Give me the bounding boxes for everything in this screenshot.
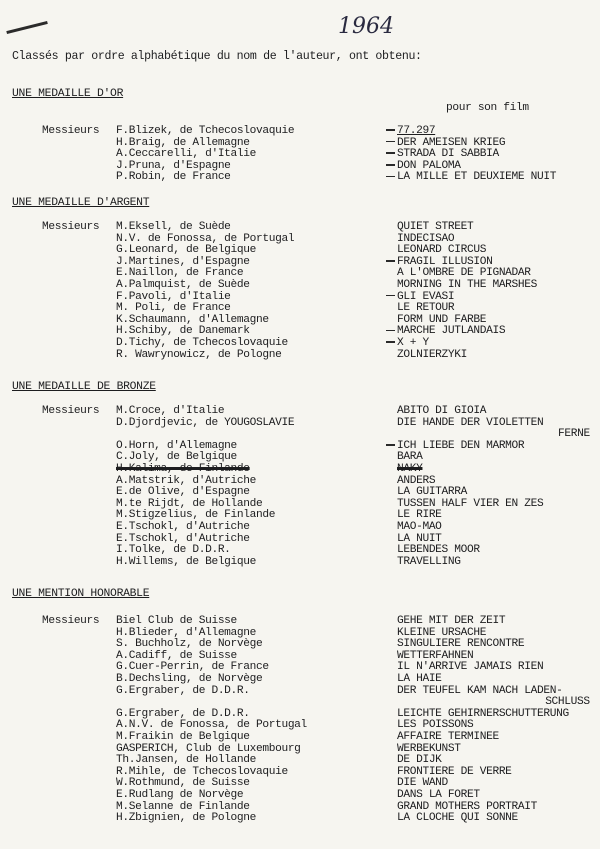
author-entry: K.Schaumann, d'Allemagne <box>116 313 269 326</box>
messieurs-label: Messieurs <box>42 221 100 233</box>
film-title <box>386 685 562 697</box>
film-title <box>386 221 473 233</box>
author-entry: F.Pavoli, d'Italie <box>116 290 231 303</box>
intro-line: Classés par ordre alphabétique du nom de l'auteur, ont obtenu: <box>12 50 422 63</box>
film-title <box>386 708 569 720</box>
film-title <box>386 349 467 361</box>
film-title-text: 77.297 <box>397 125 436 137</box>
film-title-text: ABITO DI GIOIA <box>397 405 487 417</box>
messieurs-label: Messieurs <box>42 405 100 417</box>
film-title <box>386 125 435 137</box>
author-entry: G.Leonard, de Belgique <box>116 244 256 257</box>
author-entry: G.Ergraber, de D.D.R. <box>116 707 250 720</box>
author-entry: E.Tschokl, d'Autriche <box>116 532 250 545</box>
author-entry: A.Ceccarelli, d'Italie <box>116 148 256 161</box>
film-title <box>386 291 454 303</box>
film-title <box>386 812 518 824</box>
film-title-text: MARCHE JUTLANDAIS <box>397 325 506 338</box>
author-entry: R. Wawrynowicz, de Pologne <box>116 348 282 361</box>
author-entry: S. Buchholz, de Norvège <box>116 638 263 651</box>
film-title-text: LEONARD CIRCUS <box>397 244 487 257</box>
margin-dash-mark <box>386 176 395 178</box>
author-entry: J.Pruna, d'Espagne <box>116 159 231 172</box>
author-entry: G.Ergraber, de D.D.R. <box>116 684 250 697</box>
film-title <box>386 148 499 160</box>
film-title-text: KLEINE URSACHE <box>397 626 487 639</box>
author-entry: M.Fraikin de Belgique <box>116 731 250 743</box>
margin-dash-mark <box>386 295 395 297</box>
author-entry: M.Croce, d'Italie <box>116 405 225 417</box>
film-title-text: X + Y <box>397 337 429 349</box>
author-entry: M.te Rijdt, de Hollande <box>116 497 263 510</box>
author-entry: P.Robin, de France <box>116 171 231 184</box>
film-title-text: TUSSEN HALF VIER EN ZES <box>397 497 544 510</box>
film-title <box>386 673 442 685</box>
film-title <box>386 417 543 429</box>
margin-dash-mark <box>386 330 395 332</box>
film-title-text: QUIET STREET <box>397 221 474 233</box>
film-title-text: DANS LA FORET <box>397 789 480 801</box>
author-entry: F.Blizek, de Tchecoslovaquie <box>116 125 295 137</box>
film-title <box>386 256 492 268</box>
author-entry: GASPERICH, Club de Luxembourg <box>116 742 301 755</box>
film-title-text: LE RIRE <box>397 509 442 522</box>
film-title <box>386 325 505 337</box>
film-title <box>386 451 422 463</box>
author-entry: H.Kalima, de Finlande <box>116 463 250 475</box>
film-title <box>386 743 461 755</box>
film-title-text: FRONTIERE DE VERRE <box>397 765 512 778</box>
author-entry: D.Djordjevic, de YOUGOSLAVIE <box>116 416 295 429</box>
author-entry: Th.Jansen, de Hollande <box>116 754 256 767</box>
film-title-text: WERBEKUNST <box>397 742 461 755</box>
handwritten-year: 1964 <box>338 14 394 39</box>
film-title-text: TRAVELLING <box>397 555 461 568</box>
film-title <box>386 777 448 789</box>
film-title-text: GLI EVASI <box>397 290 455 303</box>
messieurs-label: Messieurs <box>42 125 100 137</box>
film-title-continued: FERNE <box>558 428 590 441</box>
film-title-text: FRAGIL ILLUSION <box>397 255 493 268</box>
author-entry: E.Tschokl, d'Autriche <box>116 521 250 533</box>
author-entry: O.Horn, d'Allemagne <box>116 439 237 452</box>
film-title <box>386 754 442 766</box>
film-title <box>386 533 442 545</box>
film-title-text: WETTERFAHNEN <box>397 649 474 662</box>
film-title <box>386 405 486 417</box>
film-title <box>386 267 531 279</box>
film-title <box>386 544 480 556</box>
film-title-text: A L'OMBRE DE PIGNADAR <box>397 267 531 280</box>
section-title: UNE MEDAILLE D'ARGENT <box>12 197 150 209</box>
film-title <box>386 233 454 245</box>
author-entry: H.Schiby, de Danemark <box>116 325 250 338</box>
author-entry: H.Braig, de Allemagne <box>116 136 250 149</box>
film-title-text: ANDERS <box>397 474 436 487</box>
film-title <box>386 279 537 291</box>
film-title-text: LES POISSONS <box>397 719 474 732</box>
film-title <box>386 440 524 452</box>
author-entry: R.Mihle, de Tchecoslovaquie <box>116 765 288 778</box>
margin-dash-mark <box>386 341 395 343</box>
film-title <box>386 719 473 731</box>
film-title-text: DER AMEISEN KRIEG <box>397 136 506 149</box>
film-title <box>386 244 486 256</box>
film-title-text: DER TEUFEL KAM NACH LADEN- <box>397 684 563 697</box>
film-title-text: ICH LIEBE DEN MARMOR <box>397 439 525 452</box>
film-title-text: DIE HANDE DER VIOLETTEN <box>397 416 544 429</box>
film-title-text: INDECISAO <box>397 232 455 245</box>
margin-dash-mark <box>386 444 395 446</box>
author-entry: E.de Olive, d'Espagne <box>116 486 250 499</box>
film-title-text: LA CLOCHE QUI SONNE <box>397 812 518 825</box>
film-title <box>386 137 505 149</box>
film-title <box>386 661 543 673</box>
author-entry: G.Cuer-Perrin, de France <box>116 661 269 674</box>
film-title <box>386 509 442 521</box>
film-title-text: DON PALOMA <box>397 159 461 172</box>
film-title <box>386 337 429 349</box>
film-title <box>386 801 537 813</box>
film-title-text: LA NUIT <box>397 532 442 545</box>
film-title <box>386 731 499 743</box>
film-title-text: AFFAIRE TERMINEE <box>397 731 499 743</box>
author-entry: E.Rudlang de Norvège <box>116 789 244 801</box>
film-title <box>386 789 480 801</box>
film-title-text: DIE WAND <box>397 777 448 790</box>
author-entry: A.Cadiff, de Suisse <box>116 649 237 662</box>
section-title: UNE MEDAILLE DE BRONZE <box>12 381 156 393</box>
author-entry: H.Willems, de Belgique <box>116 555 256 568</box>
author-entry: M. Poli, de France <box>116 302 231 315</box>
for-film-label: pour son film <box>446 102 529 114</box>
film-title-text: IL N'ARRIVE JAMAIS RIEN <box>397 661 544 674</box>
film-title <box>386 171 556 183</box>
author-entry: I.Tolke, de D.D.R. <box>116 544 231 557</box>
film-title-text: STRADA DI SABBIA <box>397 148 499 161</box>
film-title-text: LE RETOUR <box>397 302 455 315</box>
author-entry: H.Blieder, d'Allemagne <box>116 626 256 639</box>
author-entry: A.N.V. de Fonossa, de Portugal <box>116 719 307 732</box>
film-title-text: MORNING IN THE MARSHES <box>397 279 537 291</box>
film-title-continued: SCHLUSS <box>545 696 590 709</box>
margin-dash-mark <box>386 141 395 143</box>
film-title-text: LEICHTE GEHIRNERSCHUTTERUNG <box>397 707 569 720</box>
messieurs-label: Messieurs <box>42 615 100 627</box>
film-title <box>386 521 442 533</box>
margin-dash-mark <box>386 260 395 262</box>
author-entry: M.Eksell, de Suède <box>116 221 231 233</box>
author-entry: C.Joly, de Belgique <box>116 451 237 464</box>
film-title-text: FORM UND FARBE <box>397 313 487 326</box>
film-title <box>386 556 461 568</box>
film-title-text: LA GUITARRA <box>397 486 467 499</box>
author-entry: H.Zbignien, de Pologne <box>116 812 256 825</box>
film-title <box>386 766 512 778</box>
film-title <box>386 302 454 314</box>
film-title-text: MAO-MAO <box>397 521 442 533</box>
film-title-text: GRAND MOTHERS PORTRAIT <box>397 800 537 813</box>
film-title-text: BARA <box>397 451 423 464</box>
author-entry: M.Selanne de Finlande <box>116 800 250 813</box>
margin-dash-mark <box>386 152 395 154</box>
film-title-text: ZOLNIERZYKI <box>397 348 467 361</box>
film-title <box>386 615 505 627</box>
film-title <box>386 486 467 498</box>
film-title <box>386 498 543 510</box>
author-entry: M.Stigzelius, de Finlande <box>116 509 276 522</box>
film-title-text: NAKY <box>397 463 423 475</box>
margin-dash-mark <box>386 129 395 131</box>
film-title-text: SINGULIERE RENCONTRE <box>397 638 525 651</box>
film-title-text: DE DIJK <box>397 754 442 767</box>
margin-dash-mark <box>386 164 395 166</box>
film-title <box>386 650 473 662</box>
film-title <box>386 475 435 487</box>
author-entry: J.Martines, d'Espagne <box>116 255 250 268</box>
author-entry: A.Matstrik, d'Autriche <box>116 474 256 487</box>
section-title: UNE MENTION HONORABLE <box>12 588 150 600</box>
film-title <box>386 638 524 650</box>
author-entry: B.Dechsling, de Norvège <box>116 673 263 685</box>
author-entry: A.Palmquist, de Suède <box>116 279 250 291</box>
film-title-text: LA MILLE ET DEUXIEME NUIT <box>397 171 557 184</box>
film-title <box>386 627 486 639</box>
film-title <box>386 314 486 326</box>
film-title-text: LA HAIE <box>397 673 442 685</box>
author-entry: E.Naillon, de France <box>116 267 244 280</box>
author-entry: D.Tichy, de Tchecoslovaquie <box>116 337 288 349</box>
film-title <box>386 463 422 475</box>
film-title-text: GEHE MIT DER ZEIT <box>397 615 506 627</box>
author-entry: Biel Club de Suisse <box>116 615 237 627</box>
section-title: UNE MEDAILLE D'OR <box>12 88 124 100</box>
pen-stroke-mark <box>6 21 47 34</box>
film-title <box>386 160 461 172</box>
film-title-text: LEBENDES MOOR <box>397 544 480 557</box>
author-entry: W.Rothmund, de Suisse <box>116 777 250 790</box>
author-entry: N.V. de Fonossa, de Portugal <box>116 232 295 245</box>
